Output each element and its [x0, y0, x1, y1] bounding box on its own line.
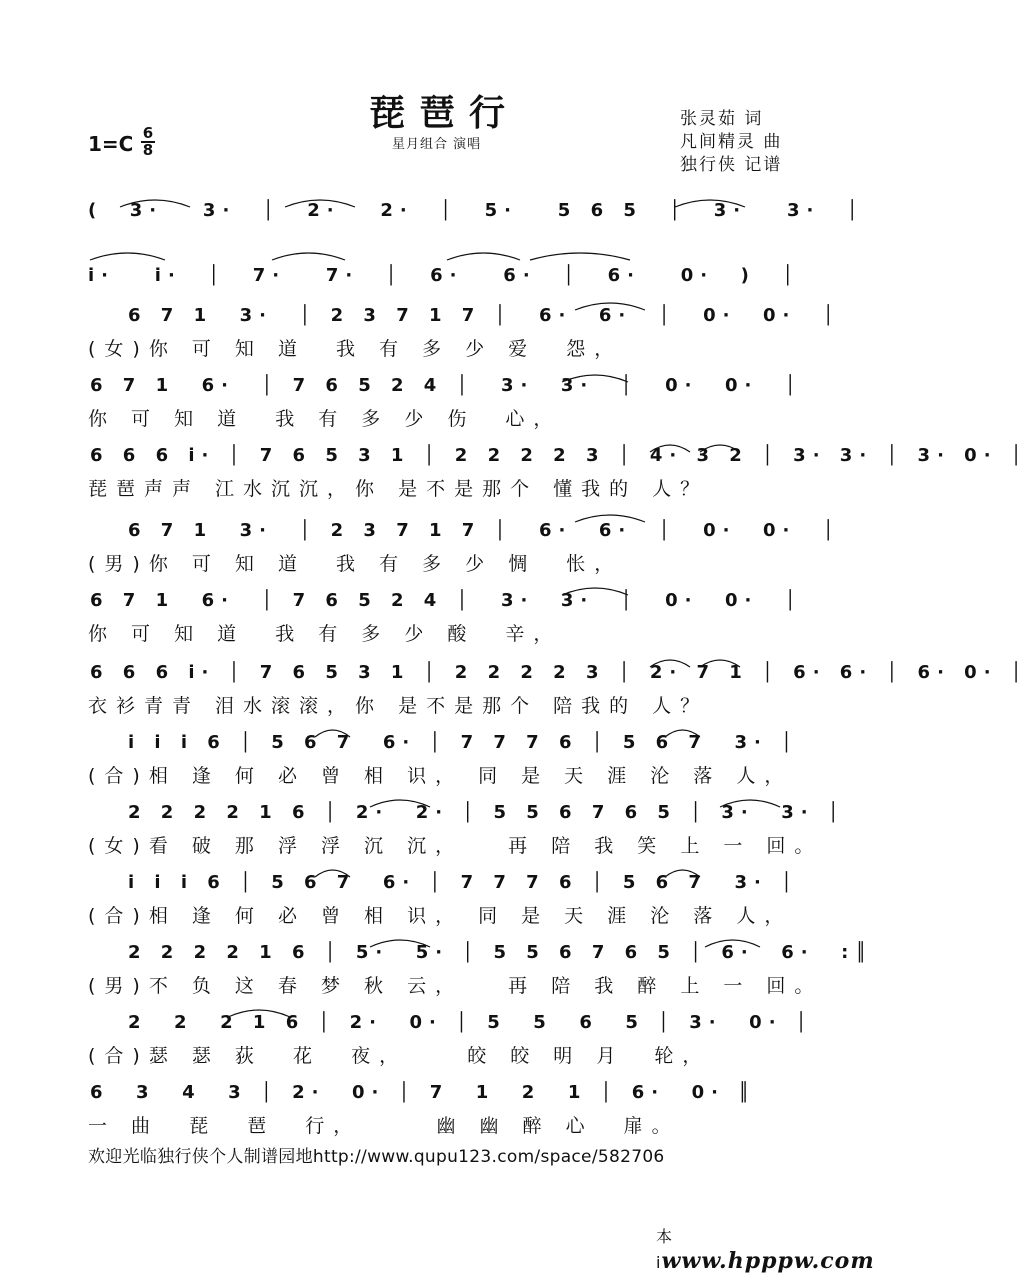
slur-arc: [562, 588, 628, 595]
notation-text: i· i· │ 7· 7· │ 6· 6· │ 6· 0· ) │: [88, 265, 801, 286]
slur-arc: [447, 253, 520, 260]
key-signature: 1=C: [88, 132, 134, 156]
slur-arc: [705, 940, 760, 947]
lyric-line: 你 可 知 道 我 有 多 少 伤 心，: [88, 408, 562, 430]
time-signature-denominator: 8: [142, 141, 154, 159]
notation-text: 2 2 2 1 6 │ 2· 0· │ 5 5 6 5 │ 3· 0· │: [128, 1012, 814, 1033]
slur-arc: [720, 800, 780, 807]
notation-text: 6 6 6 i· │ 7 6 5 3 1 │ 2 2 2 2 3 │ 2· 7 1 │ 6· 6· │ 6· 0· │: [90, 662, 1029, 683]
slur-arc: [575, 515, 645, 522]
lyric-line: (合)瑟 瑟 荻 花 夜， 皎 皎 明 月 轮，: [88, 1045, 711, 1067]
slur-arc: [530, 253, 630, 260]
notation-text: 6 7 1 6· │ 7 6 5 2 4 │ 3· 3· │ 0· 0· │: [90, 375, 803, 396]
lyric-line: (女)看 破 那 浮 浮 沉 沉， 再 陪 我 笑 上 一 回。: [88, 835, 823, 857]
notation-text: 2 2 2 2 1 6 │ 5· 5· │ 5 5 6 7 6 5 │ 6· 6· :║: [128, 942, 874, 963]
notation-text: 6 6 6 i· │ 7 6 5 3 1 │ 2 2 2 2 3 │ 4· 3 2 │ 3· 3· │ 3· 0· │: [90, 445, 1029, 466]
notation-text: 2 2 2 2 1 6 │ 2· 2· │ 5 5 6 7 6 5 │ 3· 3· │: [128, 802, 846, 823]
lyric-line: (合)相 逢 何 必 曾 相 识， 同 是 天 涯 沦 落 人，: [88, 905, 793, 927]
slur-arc: [370, 940, 430, 947]
notation-text: 6 7 1 3· │ 2 3 7 1 7 │ 6· 6· │ 0· 0· │: [128, 520, 841, 541]
lyric-line: 琵琶声声 江水沉沉，你 是不是那个 懂我的 人？: [88, 478, 709, 500]
time-signature-numerator: 6: [142, 124, 154, 142]
slur-arc: [575, 303, 645, 310]
lyric-line: (合)相 逢 何 必 曾 相 识， 同 是 天 涯 沦 落 人，: [88, 765, 793, 787]
lyric-line: 衣衫青青 泪水滚滚，你 是不是那个 陪我的 人？: [88, 695, 709, 717]
lyric-line: (男)不 负 这 春 梦 秋 云， 再 陪 我 醉 上 一 回。: [88, 975, 823, 997]
notation-text: 6 7 1 3· │ 2 3 7 1 7 │ 6· 6· │ 0· 0· │: [128, 305, 841, 326]
watermark-prefix: 本i: [656, 1227, 674, 1272]
slur-arc: [272, 253, 345, 260]
slur-arc: [90, 253, 165, 260]
footer-text: 欢迎光临独行侠个人制谱园地http://www.qupu123.com/space/582706: [88, 1147, 665, 1167]
performer: 星月组合 演唱: [392, 137, 482, 152]
composer-credit: 凡间精灵 曲: [680, 132, 783, 152]
notation-text: i i i 6 │ 5 6 7 6· │ 7 7 7 6 │ 5 6 7 3· │: [128, 872, 799, 893]
slur-arc: [120, 200, 190, 207]
transcriber-credit: 独行侠 记谱: [680, 155, 783, 175]
notation-text: 6 7 1 6· │ 7 6 5 2 4 │ 3· 3· │ 0· 0· │: [90, 590, 803, 611]
slur-arc: [650, 445, 690, 452]
lyricist-credit: 张灵茹 词: [680, 109, 764, 129]
notation-text: ( 3· 3· │ 2· 2· │ 5· 5 6 5 │ 3· 3· │: [88, 200, 865, 221]
song-title: 琵琶行: [368, 93, 519, 134]
lyric-line: (女)你 可 知 道 我 有 多 少 爱 怨，: [88, 338, 623, 360]
slur-arc: [700, 445, 740, 452]
slur-arc: [665, 730, 700, 737]
slur-arc: [285, 200, 355, 207]
slur-arc: [228, 1010, 290, 1017]
notation-text: i i i 6 │ 5 6 7 6· │ 7 7 7 6 │ 5 6 7 3· │: [128, 732, 799, 753]
slur-arc: [675, 200, 745, 207]
notation-text: 6 3 4 3 │ 2· 0· │ 7 1 2 1 │ 6· 0· ║: [90, 1082, 757, 1103]
slur-arc: [700, 660, 740, 667]
slur-arc: [665, 870, 700, 877]
slur-arc: [315, 730, 350, 737]
slur-arc: [370, 800, 430, 807]
slur-arc: [562, 375, 628, 382]
lyric-line: 你 可 知 道 我 有 多 少 酸 辛，: [88, 623, 562, 645]
watermark-text: www.hpppw.com: [661, 1248, 875, 1274]
lyric-line: (男)你 可 知 道 我 有 多 少 惆 怅，: [88, 553, 623, 575]
slur-arc: [650, 660, 690, 667]
slur-arc: [315, 870, 350, 877]
lyric-line: 一 曲 琵 琶 行， 幽 幽 醉 心 扉。: [88, 1115, 680, 1137]
